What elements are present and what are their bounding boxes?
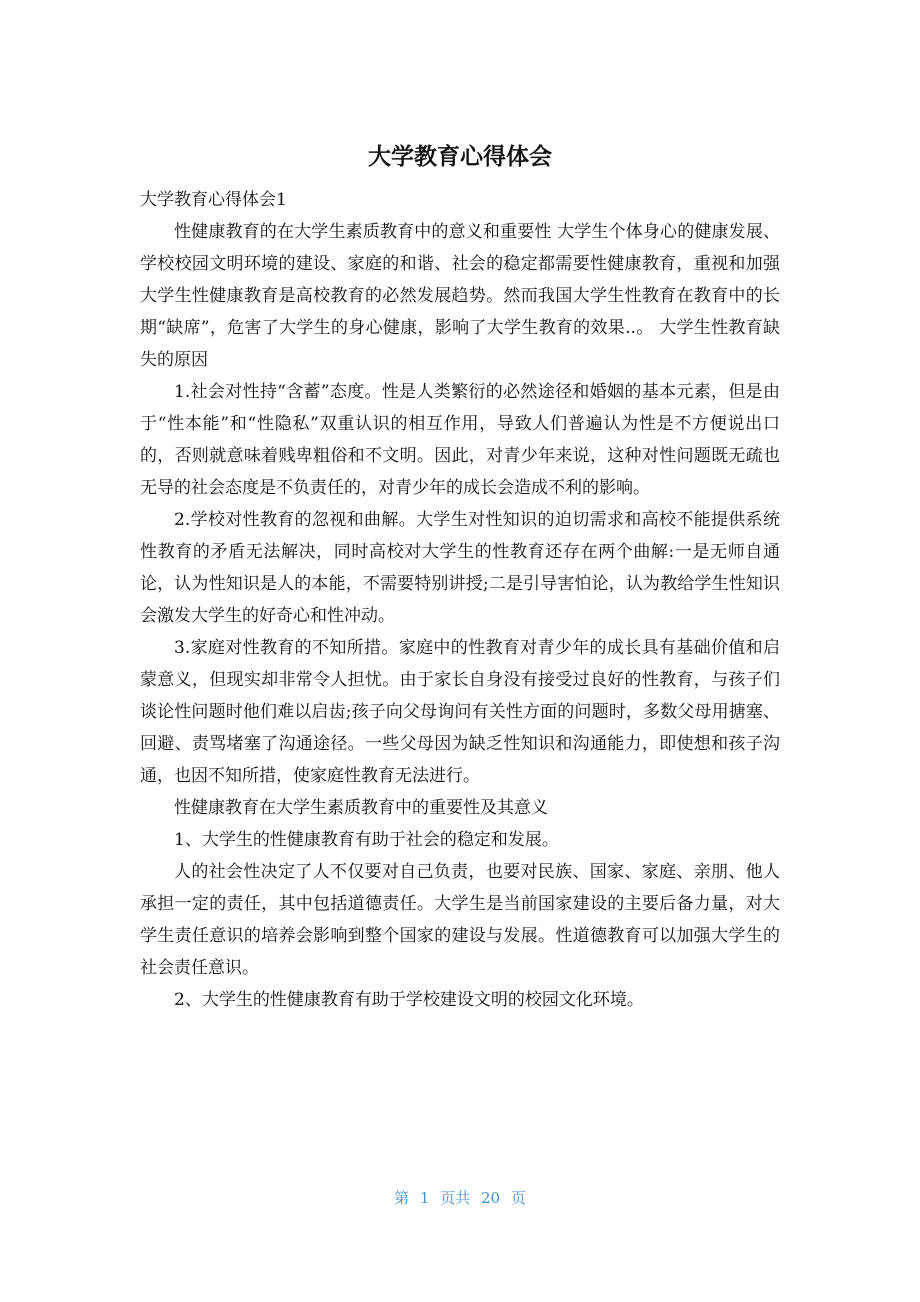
paragraph: 2.学校对性教育的忽视和曲解。大学生对性知识的迫切需求和高校不能提供系统性教育的矛盾无法解决，同时高校对大学生的性教育还存在两个曲解:一是无师自通论，认为性知识是人的本能，不需要特别讲授;二是引导害怕论，认为教给学生性知识会激发大学生的好奇心和性冲动。 [140, 510, 780, 626]
paragraph: 人的社会性决定了人不仅要对自己负责，也要对民族、国家、家庭、亲朋、他人承担一定的责任，其中包括道德责任。大学生是当前国家建设的主要后备力量，对大学生责任意识的培养会影响到整个国家的建设与发展。性道德教育可以加强大学生的社会责任意识。 [140, 862, 780, 978]
document-body [140, 184, 780, 1016]
paragraph: 1、大学生的性健康教育有助于社会的稳定和发展。 [174, 830, 559, 850]
paragraph: 3.家庭对性教育的不知所措。家庭中的性教育对青少年的成长具有基础价值和启蒙意义，但现实却非常令人担忧。由于家长自身没有接受过良好的性教育，与孩子们谈论性问题时他们难以启齿;孩子向父母询问有关性方面的问题时，多数父母用搪塞、回避、责骂堵塞了沟通途径。一些父母因为缺乏性知识和沟通能力，即使想和孩子沟通，也因不知所措，使家庭性教育无法进行。 [140, 638, 780, 786]
paragraph: 性健康教育的在大学生素质教育中的意义和重要性 大学生个体身心的健康发展、学校校园文明环境的建设、家庭的和谐、社会的稳定都需要性健康教育，重视和加强大学生性健康教育是高校教育的必然发展趋势。然而我国大学生性教育在教育中的长期“缺席”，危害了大学生的身心健康，影响了大学生教育的效果..。 大学生性教育缺失的原因 [140, 222, 780, 370]
document-title: 大学教育心得体会 [368, 144, 552, 170]
paragraph: 2、大学生的性健康教育有助于学校建设文明的校园文化环境。 [174, 990, 644, 1010]
page-number-footer: 第 1 页共 20 页 [394, 1189, 526, 1207]
paragraph: 1.社会对性持“含蓄”态度。性是人类繁衍的必然途径和婚姻的基本元素，但是由于“性本能”和“性隐私”双重认识的相互作用，导致人们普遍认为性是不方便说出口的，否则就意味着贱卑粗俗和不文明。因此，对青少年来说，这种对性问题既无疏也无导的社会态度是不负责任的，对青少年的成长会造成不利的影响。 [140, 382, 780, 498]
section-heading: 大学教育心得体会1 [140, 190, 287, 210]
paragraph: 性健康教育在大学生素质教育中的重要性及其意义 [174, 798, 548, 818]
